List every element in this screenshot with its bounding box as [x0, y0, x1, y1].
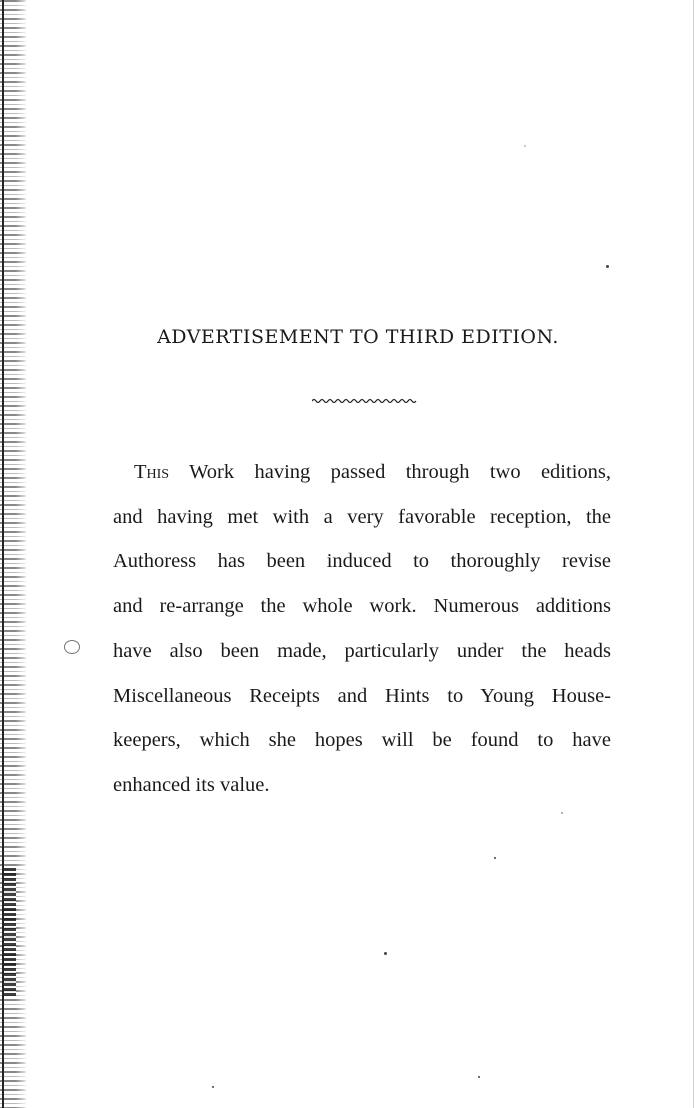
- paragraph-line: Miscellaneous Receipts and Hints to Young House-: [113, 684, 611, 707]
- print-speck: [524, 145, 526, 147]
- page-right-edge: [693, 0, 694, 1108]
- paragraph-line: and re-arrange the whole work. Numerous additions: [113, 595, 611, 618]
- print-speck: [478, 1076, 480, 1078]
- drop-word: This: [134, 461, 170, 483]
- paragraph-line: enhanced its value.: [113, 773, 270, 796]
- paragraph-line: keepers, which she hopes will be found to have: [113, 729, 611, 752]
- paragraph-line: have also been made, particularly under the heads: [113, 639, 611, 662]
- binding-dense-strip: [4, 868, 16, 998]
- paragraph-line: and having met with a very favorable reception, the: [113, 505, 611, 528]
- print-speck: [64, 640, 80, 654]
- print-speck: [561, 812, 563, 814]
- wavy-rule-ornament: [312, 396, 418, 406]
- print-speck: [384, 952, 387, 955]
- print-speck: [494, 857, 496, 859]
- print-speck: [606, 265, 609, 268]
- advertisement-paragraph: [113, 450, 611, 808]
- print-speck: [212, 1086, 214, 1088]
- paragraph-line: This Work having passed through two editions,: [134, 461, 611, 483]
- page-title: ADVERTISEMENT TO THIRD EDITION.: [157, 326, 559, 348]
- paragraph-line: Authoress has been induced to thoroughly revise: [113, 550, 611, 573]
